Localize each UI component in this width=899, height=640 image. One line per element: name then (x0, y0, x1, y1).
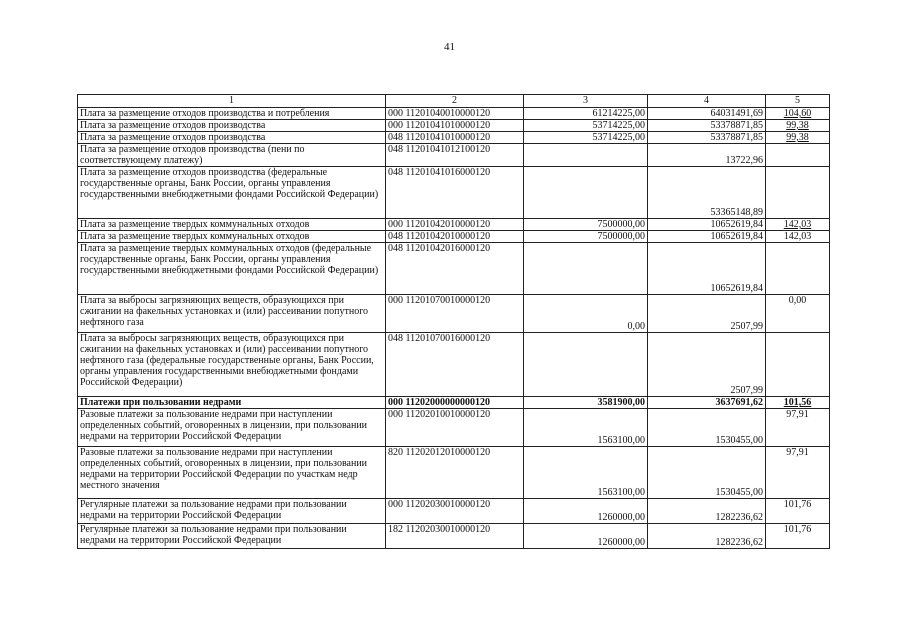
row-fact: 1282236,62 (648, 524, 766, 549)
row-name: Плата за размещение твердых коммунальных отходов (78, 231, 386, 243)
row-code: 048 11201042010000120 (386, 231, 524, 243)
row-percent-value: 104,60 (783, 108, 812, 119)
row-name: Платежи при пользовании недрами (78, 397, 386, 409)
row-name: Плата за размещение твердых коммунальных отходов (федеральные государственные органы, Банк России, органы управления государственными внебюджетными фондами Российской Федерации) (78, 243, 386, 295)
row-plan (524, 333, 648, 397)
row-percent (766, 219, 830, 231)
row-code: 048 11201042016000120 (386, 243, 524, 295)
page-number: 41 (444, 41, 455, 53)
row-percent-value: 101,76 (783, 524, 812, 535)
row-plan (524, 243, 648, 295)
table-header-row (78, 95, 830, 108)
row-percent-value: 97,91 (786, 409, 809, 420)
row-fact: 53378871,85 (648, 132, 766, 144)
row-name: Плата за размещение твердых коммунальных отходов (78, 219, 386, 231)
row-percent (766, 108, 830, 120)
row-percent (766, 231, 830, 243)
row-percent-value: 99,38 (786, 132, 809, 143)
table-row (78, 333, 830, 397)
row-name: Плата за выбросы загрязняющих веществ, образующихся при сжигании на факельных установках и (или) рассеивании попутного нефтяного газа (федеральные государственные органы, Банк России, органы управления государственными внебюджетными фондами Российской Федерации) (78, 333, 386, 397)
row-plan: 1563100,00 (524, 447, 648, 499)
row-percent-value: 0,00 (788, 295, 807, 306)
row-percent (766, 524, 830, 549)
row-fact: 10652619,84 (648, 243, 766, 295)
row-fact: 53378871,85 (648, 120, 766, 132)
header-cell-3: 3 (524, 95, 648, 108)
row-fact: 3637691,62 (648, 397, 766, 409)
row-percent (766, 499, 830, 524)
row-fact: 64031491,69 (648, 108, 766, 120)
row-code: 048 11201041010000120 (386, 132, 524, 144)
row-name: Плата за размещение отходов производства (78, 120, 386, 132)
row-plan: 3581900,00 (524, 397, 648, 409)
row-name: Разовые платежи за пользование недрами при наступлении определенных событий, оговоренных в лицензии, при пользовании недрами на территории Российской Федерации (78, 409, 386, 447)
table-row (78, 499, 830, 524)
header-cell-4: 4 (648, 95, 766, 108)
row-plan (524, 144, 648, 167)
row-fact: 2507,99 (648, 295, 766, 333)
table-row (78, 243, 830, 295)
row-fact: 53365148,89 (648, 167, 766, 219)
row-percent-value: 101,76 (783, 499, 812, 510)
header-cell-5: 5 (766, 95, 830, 108)
row-percent-value: 101,56 (783, 397, 812, 408)
table-row (78, 397, 830, 409)
row-plan: 1260000,00 (524, 499, 648, 524)
header-cell-2: 2 (386, 95, 524, 108)
row-percent (766, 447, 830, 499)
row-percent (766, 409, 830, 447)
row-plan: 1260000,00 (524, 524, 648, 549)
row-plan: 7500000,00 (524, 219, 648, 231)
table-row (78, 120, 830, 132)
row-percent-value: 97,91 (786, 447, 809, 458)
row-fact: 13722,96 (648, 144, 766, 167)
table-row (78, 231, 830, 243)
row-plan: 0,00 (524, 295, 648, 333)
row-percent (766, 397, 830, 409)
row-code: 048 11201041012100120 (386, 144, 524, 167)
row-code: 182 11202030010000120 (386, 524, 524, 549)
row-fact: 10652619,84 (648, 231, 766, 243)
table-row (78, 108, 830, 120)
row-code: 000 11202000000000120 (386, 397, 524, 409)
table-row (78, 447, 830, 499)
table-row (78, 524, 830, 549)
table-row (78, 409, 830, 447)
row-name: Регулярные платежи за пользование недрами при пользовании недрами на территории Российской Федерации (78, 524, 386, 549)
row-percent (766, 167, 830, 219)
header-cell-1: 1 (78, 95, 386, 108)
row-name: Плата за размещение отходов производства (78, 132, 386, 144)
row-code: 000 11201041010000120 (386, 120, 524, 132)
table-row (78, 132, 830, 144)
row-plan (524, 167, 648, 219)
row-percent (766, 295, 830, 333)
row-fact: 1530455,00 (648, 447, 766, 499)
row-percent (766, 333, 830, 397)
row-name: Плата за размещение отходов производства (пени по соответствующему платежу) (78, 144, 386, 167)
row-percent-value: 142,03 (783, 231, 812, 242)
table-row (78, 219, 830, 231)
row-name: Плата за размещение отходов производства (федеральные государственные органы, Банк России, органы управления государственными внебюджетными фондами Российской Федерации) (78, 167, 386, 219)
row-code: 000 11201042010000120 (386, 219, 524, 231)
row-code: 048 11201041016000120 (386, 167, 524, 219)
row-fact: 1282236,62 (648, 499, 766, 524)
row-code: 048 11201070016000120 (386, 333, 524, 397)
row-code: 000 11201070010000120 (386, 295, 524, 333)
row-percent (766, 144, 830, 167)
table-row (78, 295, 830, 333)
row-fact: 10652619,84 (648, 219, 766, 231)
row-plan: 7500000,00 (524, 231, 648, 243)
row-code: 000 11202030010000120 (386, 499, 524, 524)
row-plan: 53714225,00 (524, 132, 648, 144)
revenue-table (77, 94, 830, 549)
row-plan: 61214225,00 (524, 108, 648, 120)
row-percent-value: 142,03 (783, 219, 812, 230)
row-name: Плата за выбросы загрязняющих веществ, образующихся при сжигании на факельных установках и (или) рассеивании попутного нефтяного газа (78, 295, 386, 333)
row-percent (766, 120, 830, 132)
row-name: Регулярные платежи за пользование недрами при пользовании недрами на территории Российской Федерации (78, 499, 386, 524)
row-name: Разовые платежи за пользование недрами при наступлении определенных событий, оговоренных в лицензии, при пользовании недрами на территории Российской Федерации по участкам недр местного значения (78, 447, 386, 499)
row-percent (766, 243, 830, 295)
row-name: Плата за размещение отходов производства и потребления (78, 108, 386, 120)
row-fact: 2507,99 (648, 333, 766, 397)
row-percent-value: 99,38 (786, 120, 809, 131)
row-code: 000 11202010010000120 (386, 409, 524, 447)
row-code: 820 11202012010000120 (386, 447, 524, 499)
table-row (78, 144, 830, 167)
table-row (78, 167, 830, 219)
row-plan: 1563100,00 (524, 409, 648, 447)
row-percent (766, 132, 830, 144)
row-fact: 1530455,00 (648, 409, 766, 447)
row-code: 000 11201040010000120 (386, 108, 524, 120)
row-plan: 53714225,00 (524, 120, 648, 132)
